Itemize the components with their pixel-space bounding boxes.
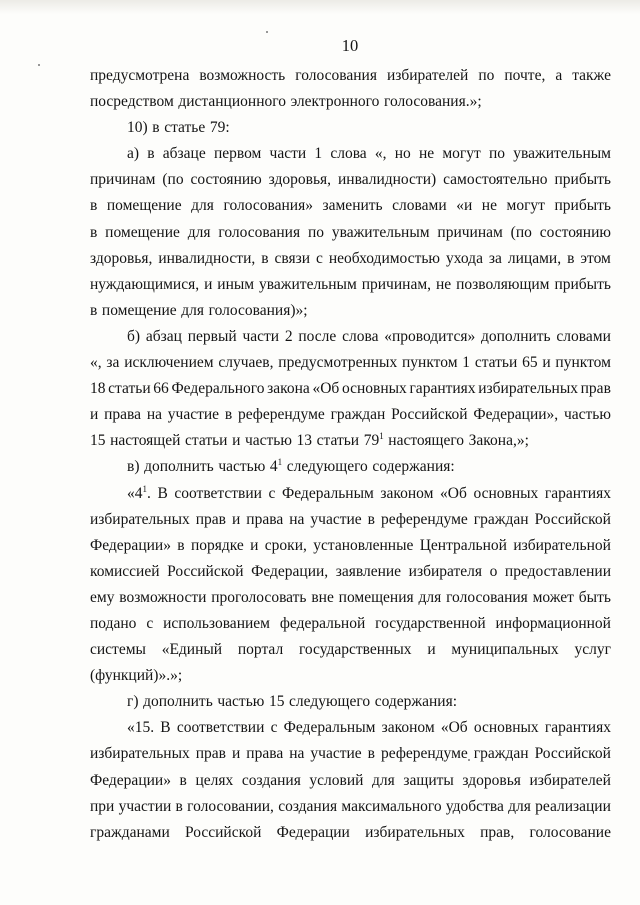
word: с	[316, 249, 323, 267]
word: прибыть	[554, 197, 611, 215]
word: 1	[314, 145, 323, 163]
word: и	[232, 745, 241, 763]
text-line	[90, 298, 611, 324]
text-line	[90, 454, 611, 480]
word: портал	[237, 641, 284, 659]
word: избирательных	[478, 380, 578, 398]
word: избирательной	[513, 536, 611, 554]
word: (функций)».»;	[90, 667, 183, 685]
word: прав	[195, 745, 226, 763]
document-body	[90, 63, 611, 846]
word: информационной	[495, 614, 611, 632]
word: гарантиях	[544, 719, 611, 737]
word: 79:	[209, 119, 230, 137]
word: первом	[213, 145, 262, 163]
word: с	[146, 614, 154, 632]
word: 2	[284, 327, 293, 345]
word: может	[532, 588, 574, 606]
word: удобства	[445, 797, 504, 815]
word: максимального	[341, 797, 442, 815]
word: здоровья	[462, 771, 521, 789]
word: 15	[268, 693, 285, 711]
superscript: 1	[142, 483, 147, 494]
word: для	[418, 588, 442, 606]
word: гарантиях	[409, 380, 476, 398]
word: возможности	[119, 588, 207, 606]
word: основных	[473, 484, 539, 502]
word: в	[90, 223, 98, 241]
word: «$4^1$.	[127, 483, 151, 502]
word: государственных	[298, 641, 412, 659]
word: для	[181, 301, 205, 319]
word: дополнить	[480, 327, 551, 345]
word: Российской	[534, 745, 611, 763]
word: не	[418, 145, 435, 163]
word: посредством	[90, 93, 174, 111]
word: участие	[167, 406, 220, 424]
word: в	[90, 197, 98, 215]
word: содержания:	[372, 458, 455, 476]
word: с	[268, 484, 276, 502]
text-line	[90, 715, 611, 741]
word: 15	[90, 432, 106, 450]
word: могут	[442, 145, 481, 163]
text-line	[90, 481, 611, 507]
word: 18	[90, 380, 106, 398]
word: слова	[342, 327, 379, 345]
word: частью	[563, 406, 611, 424]
word: словами	[392, 197, 447, 215]
word: в	[90, 301, 98, 319]
word: Федерации»,	[473, 406, 559, 424]
word: права	[246, 510, 284, 528]
word: частью	[244, 432, 292, 450]
word: голосования)»;	[208, 301, 308, 319]
word: прав	[580, 380, 611, 398]
word: реализации	[535, 797, 611, 815]
word: и	[232, 510, 241, 528]
word: настоящего	[388, 432, 465, 450]
word: в	[224, 406, 233, 424]
word: за	[488, 249, 502, 267]
word: участии	[118, 797, 172, 815]
word: инвалидности,	[158, 249, 256, 267]
word: части	[242, 327, 280, 345]
word: возможность	[199, 67, 286, 84]
word: подано	[90, 614, 137, 632]
word: в	[177, 536, 185, 554]
word: частью	[217, 693, 265, 711]
word: права	[104, 406, 142, 424]
word: Федеральным	[283, 719, 376, 737]
word: предусмотренных	[278, 354, 398, 372]
word: на	[146, 406, 162, 424]
text-line	[90, 428, 611, 454]
word: проголосовать	[211, 588, 307, 606]
word: вне	[311, 588, 334, 606]
word: абзаце	[162, 145, 206, 163]
word: и	[204, 275, 213, 293]
superscript: 1	[277, 457, 283, 468]
word: для	[372, 771, 395, 789]
word: «,	[374, 145, 387, 163]
text-line	[90, 820, 611, 846]
text-line	[90, 272, 611, 298]
text-line	[90, 141, 611, 167]
word: права	[246, 745, 284, 763]
word: в	[367, 745, 375, 763]
word: части	[269, 145, 307, 163]
word: статьи	[316, 432, 360, 450]
word: государственной	[375, 614, 486, 632]
word: использованием	[163, 614, 270, 632]
text-line	[90, 611, 611, 637]
word: помещение	[101, 301, 177, 319]
word: избирательных	[90, 745, 190, 763]
word: системы	[90, 641, 146, 659]
word: могут	[506, 197, 545, 215]
word: «и	[456, 197, 473, 215]
scan-speck	[38, 64, 40, 66]
word: абзац	[145, 327, 182, 345]
word: не	[481, 197, 497, 215]
word: здоровья,	[268, 171, 332, 189]
word: в)	[127, 458, 140, 476]
word: и	[427, 641, 436, 659]
word: Федерации,	[251, 562, 329, 580]
word: и	[250, 536, 259, 554]
word: «15.	[127, 719, 155, 737]
text-line	[90, 89, 611, 115]
word: первый	[187, 327, 237, 345]
word: по	[307, 223, 324, 241]
word: случаев,	[218, 354, 274, 372]
word: основных	[341, 380, 407, 398]
text-line	[90, 533, 611, 559]
text-line	[90, 689, 611, 715]
word: лицами,	[507, 249, 562, 267]
word: самостоятельно	[443, 171, 548, 189]
word: ухода	[445, 249, 483, 267]
text-line	[90, 663, 611, 689]
word: инвалидности)	[337, 171, 437, 189]
word: при	[90, 797, 115, 815]
text-line	[90, 559, 611, 585]
word: голосования	[295, 67, 377, 84]
word: граждан	[330, 406, 386, 424]
word: установленные	[313, 536, 414, 554]
word: уважительным	[331, 223, 430, 241]
word: причинам	[437, 223, 503, 241]
word: услуг	[574, 641, 611, 659]
word: за	[106, 354, 120, 372]
word: избирателей	[529, 771, 611, 789]
word: заявление	[335, 562, 402, 580]
word: законом	[381, 719, 435, 737]
word: состоянию	[539, 223, 611, 241]
word: электронного	[290, 93, 380, 111]
page-number: 10	[341, 36, 359, 55]
text-line	[90, 193, 611, 219]
word: а)	[127, 145, 140, 163]
word: но	[394, 145, 411, 163]
word: прав,	[480, 823, 515, 841]
word: слова	[330, 145, 367, 163]
word: голосования»	[223, 197, 313, 215]
word: для	[508, 797, 531, 815]
word: избирательных	[365, 823, 465, 841]
word: словами	[556, 327, 611, 345]
word: 13	[296, 432, 313, 450]
word: заменить	[322, 197, 383, 215]
word: необходимостью	[328, 249, 440, 267]
word: «Об	[440, 719, 468, 737]
word: граждан	[473, 745, 529, 763]
word: статье	[164, 119, 206, 137]
word: федеральной	[279, 614, 366, 632]
text-line	[90, 220, 611, 246]
text-line	[90, 324, 611, 350]
word: дистанционного	[178, 93, 286, 111]
word: $4^1$	[269, 457, 283, 476]
word: исключением	[124, 354, 214, 372]
word: связи	[274, 249, 311, 267]
word: Федеральным	[282, 484, 374, 502]
word: статьи	[185, 432, 228, 450]
word: а	[555, 67, 563, 84]
word: также	[572, 67, 611, 84]
word: голосования	[218, 223, 301, 241]
word: Федерации	[276, 823, 350, 841]
word: создания	[278, 797, 338, 815]
word: уважительным	[259, 275, 357, 293]
word: на	[289, 510, 305, 528]
word: «проводится»	[384, 327, 476, 345]
word: муниципальных	[451, 641, 559, 659]
word: причинам,	[361, 275, 432, 293]
word: здоровья,	[90, 249, 153, 267]
text-line	[90, 402, 611, 428]
word: в	[152, 119, 160, 137]
word: в	[147, 145, 155, 163]
word: настоящей	[110, 432, 181, 450]
word: следующего	[286, 458, 368, 476]
word: участие	[310, 510, 362, 528]
word: ему	[90, 588, 115, 606]
text-line	[90, 63, 611, 89]
word: Федерации»	[90, 536, 171, 554]
word: голосования.»;	[384, 93, 482, 111]
word: предоставлении	[504, 562, 611, 580]
word: референдуме	[237, 406, 325, 424]
word: В	[157, 484, 168, 502]
text-line	[90, 115, 611, 141]
text-line	[90, 585, 611, 611]
word: Федерального	[171, 380, 265, 398]
word: почте,	[504, 67, 546, 84]
word: быть	[578, 588, 611, 606]
word: о	[489, 562, 498, 580]
word: $79^1$	[363, 431, 384, 450]
word: гарантиях	[544, 484, 611, 502]
word: по	[489, 145, 506, 163]
word: порядке	[190, 536, 244, 554]
word: статьи	[108, 380, 151, 398]
word: избирателей	[386, 67, 469, 84]
word: закона	[267, 380, 310, 398]
scan-noise-dots	[160, 7, 520, 9]
word: уважительным	[513, 145, 611, 163]
word: голосования	[446, 588, 528, 606]
word: условий	[309, 771, 364, 789]
text-line	[90, 637, 611, 663]
word: и	[90, 406, 99, 424]
word: (по	[510, 223, 532, 241]
word: на	[289, 745, 305, 763]
word: помещение	[105, 223, 180, 241]
text-line	[90, 794, 611, 820]
text-line	[90, 167, 611, 193]
word: дополнить	[144, 458, 214, 476]
word: б)	[127, 327, 141, 345]
word: избирательных	[90, 510, 190, 528]
word: для	[191, 197, 214, 215]
word: В	[160, 719, 171, 737]
word: с	[270, 719, 278, 737]
word: в	[367, 510, 375, 528]
word: избирателя	[408, 562, 483, 580]
word: референдуме	[381, 745, 468, 763]
word: соответствии	[174, 484, 262, 502]
word: Федерации»	[90, 771, 171, 789]
text-line	[90, 741, 611, 767]
word: Российской	[391, 406, 468, 424]
word: и	[232, 432, 241, 450]
word: содержания:	[374, 693, 458, 711]
word: в	[179, 771, 187, 789]
text-line	[90, 350, 611, 376]
word: «Единый	[161, 641, 223, 659]
word: статьи	[474, 354, 518, 372]
word: Российской	[185, 823, 262, 841]
word: и	[542, 354, 551, 372]
scan-speck	[266, 31, 268, 33]
word: позволяющим	[456, 275, 550, 293]
word: «Об	[440, 484, 467, 502]
word: причинам	[90, 171, 156, 189]
word: после	[298, 327, 337, 345]
word: пунктом	[555, 354, 611, 372]
word: помещение	[106, 197, 182, 215]
word: частью	[218, 458, 266, 476]
word: г)	[127, 693, 139, 711]
word: следующего	[289, 693, 371, 711]
word: прибыть	[554, 171, 611, 189]
text-line	[90, 246, 611, 272]
word: этом	[580, 249, 611, 267]
word: помещения	[338, 588, 414, 606]
word: по	[478, 67, 495, 84]
word: 10)	[127, 119, 148, 137]
superscript: 1	[379, 431, 384, 442]
word: Центральной	[419, 536, 507, 554]
word: основных	[473, 719, 539, 737]
word: в	[261, 249, 269, 267]
word: соответствии	[176, 719, 265, 737]
text-line	[90, 376, 611, 402]
word: предусмотрена	[90, 67, 190, 84]
word: для	[187, 223, 211, 241]
word: состоянию	[190, 171, 262, 189]
word: участие	[310, 745, 362, 763]
word: в	[567, 249, 575, 267]
word: «,	[90, 354, 102, 372]
word: 1	[462, 354, 471, 372]
text-line	[90, 507, 611, 533]
word: иным	[217, 275, 255, 293]
word: Российской	[167, 562, 244, 580]
word: 65	[522, 354, 538, 372]
word: прибыть	[554, 275, 611, 293]
word: (по	[162, 171, 184, 189]
word: «Об	[312, 380, 340, 398]
word: граждан	[473, 510, 529, 528]
word: нуждающимися,	[90, 275, 200, 293]
word: сроки,	[264, 536, 307, 554]
word: законом	[380, 484, 434, 502]
word: гражданами	[90, 823, 170, 841]
word: не	[435, 275, 452, 293]
word: 66	[153, 380, 169, 398]
word: прав	[195, 510, 226, 528]
word: голосование	[529, 823, 611, 841]
word: Закона,»;	[468, 432, 529, 450]
word: целях	[195, 771, 234, 789]
word: пунктом	[402, 354, 458, 372]
word: Российской	[534, 510, 611, 528]
text-line	[90, 768, 611, 794]
word: создания	[241, 771, 301, 789]
word: в	[175, 797, 183, 815]
word: защиты	[403, 771, 454, 789]
word: референдуме	[381, 510, 468, 528]
word: комиссией	[90, 562, 160, 580]
word: дополнить	[143, 693, 213, 711]
word: голосовании,	[187, 797, 274, 815]
